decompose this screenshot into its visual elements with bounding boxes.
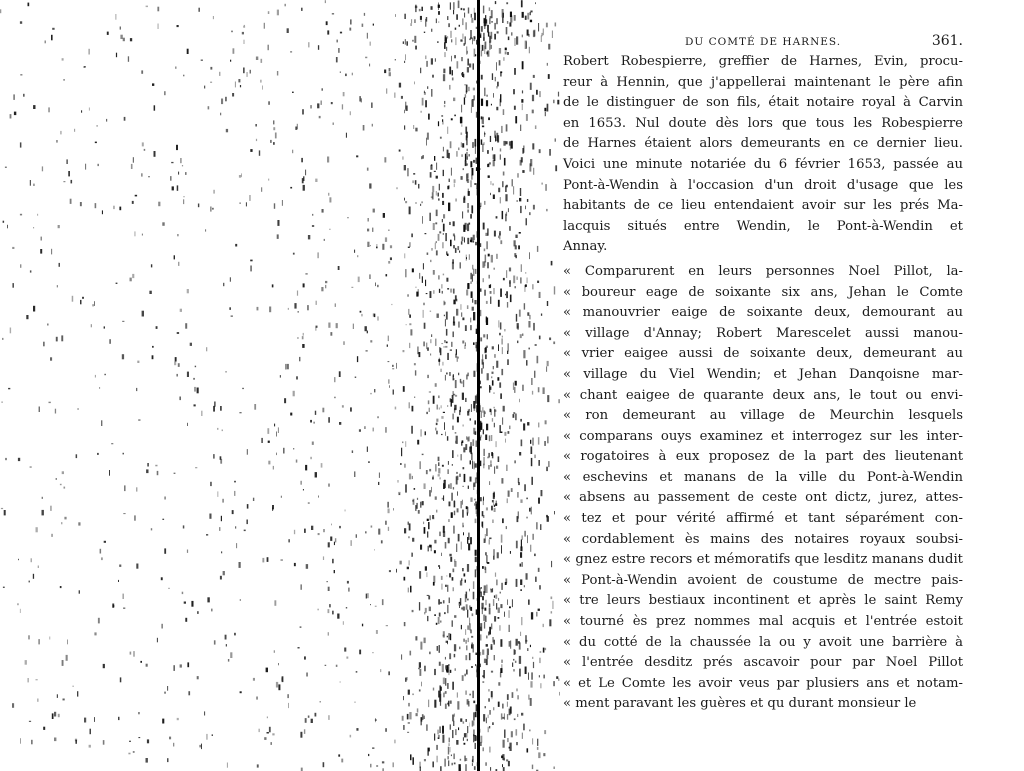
text-line: « manouvrier eaige de soixante deux, demourant au — [563, 305, 963, 321]
text-line: « tourné ès prez nommes mal acquis et l'entrée estoit — [563, 614, 963, 630]
page-number: 361. — [931, 33, 963, 49]
text-line: « boureur eage de soixante six ans, Jehan le Comte — [563, 284, 963, 300]
text-line: « ment paravant les guères et qu durant monsieur le — [563, 696, 917, 712]
running-head — [563, 30, 963, 52]
text-line: Annay. — [563, 239, 608, 255]
text-line: « village du Viel Wendin; et Jehan Danqoisne mar- — [563, 366, 963, 382]
text-line: en 1653. Nul doute dès lors que tous les Robespierre — [563, 115, 963, 131]
text-line: lacquis situés entre Wendin, le Pont-à-Wendin et — [563, 218, 963, 234]
right-page-text — [563, 30, 963, 715]
text-line: « chant eaigee de quarante deux ans, le tout ou envi- — [563, 387, 963, 403]
text-line: « tez et pour vérité affirmé et tant séparément con- — [563, 511, 963, 527]
paragraph-robespierre — [563, 52, 963, 258]
book-gutter — [400, 0, 560, 771]
text-line: « Comparurent en leurs personnes Noel Pillot, la- — [563, 263, 963, 279]
text-line: « rogatoires à eux proposez de la part des lieutenant — [563, 449, 963, 465]
text-line: « l'entrée desditz prés ascavoir pour par Noel Pillot — [563, 655, 963, 671]
text-line: « gnez estre recors et mémoratifs que lesditz manans dudit — [563, 552, 963, 568]
text-line: « ron demeurant au village de Meurchin lesquels — [563, 408, 963, 424]
text-line: de le distinguer de son fils, était notaire royal à Carvin — [563, 95, 963, 111]
text-line: « du cotté de la chaussée la ou y avoit une barrière à — [563, 634, 963, 650]
text-line: « comparans ouys examinez et interrogez sur les inter- — [563, 428, 963, 444]
text-line: « cordablement ès mains des notaires royaux soubsi- — [563, 531, 963, 547]
running-title: DU COMTÉ DE HARNES. — [685, 36, 842, 48]
text-line: « eschevins et manans de la ville du Pont-à-Wendin — [563, 469, 963, 485]
text-line: « et Le Comte les avoir veus par plusiers ans et notam- — [563, 675, 963, 691]
text-line: Voici une minute notariée du 6 février 1653, passée au — [563, 156, 963, 172]
text-line: « village d'Annay; Robert Marescelet aussi manou- — [563, 325, 963, 341]
text-line: « Pont-à-Wendin avoient de coustume de mectre pais- — [563, 572, 963, 588]
text-line: « vrier eaigee aussi de soixante deux, demeurant au — [563, 346, 963, 362]
text-line: habitants de ce lieu entendaient avoir sur les prés Ma- — [563, 198, 963, 214]
text-line: de Harnes étaient alors demeurants en ce dernier lieu. — [563, 136, 963, 152]
text-line: « tre leurs bestiaux incontinent et après le saint Remy — [563, 593, 963, 609]
text-line: Robert Robespierre, greffier de Harnes, Evin, procu- — [563, 54, 963, 69]
paragraph-quoted-deposition — [563, 262, 963, 715]
text-line: reur à Hennin, que j'appellerai maintenant le père afin — [563, 74, 963, 90]
text-line: Pont-à-Wendin à l'occasion d'un droit d'usage que les — [563, 177, 963, 193]
text-line: « absens au passement de ceste ont dictz, jurez, attes- — [563, 490, 963, 506]
